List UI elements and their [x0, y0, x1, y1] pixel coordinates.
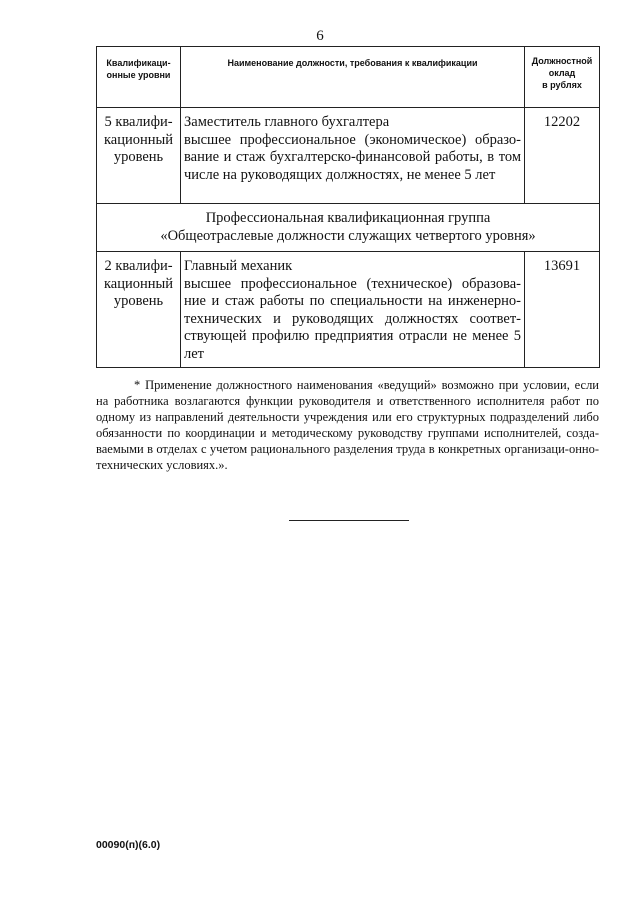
level-text: 5 квалифи- кационный уровень [103, 114, 174, 165]
salary-value: 12202 [543, 114, 581, 130]
position-requirements: высшее профессиональное (техническое) образова-ние и стаж работы по специальности на инженерно-технических и руководящих должностях соответ-ствующей профилю предприятия отрасли не менее 5 лет [184, 275, 521, 362]
header-position-requirements [181, 47, 525, 108]
group-row [97, 204, 600, 252]
header-position-text: Наименование должности, требования к квалификации [227, 58, 478, 68]
level-cell [97, 252, 181, 368]
group-heading-cell [97, 204, 600, 252]
table-row [97, 252, 600, 368]
position-title: Главный механик [184, 258, 293, 274]
header-level-text: Квалификаци- онные уровни [106, 58, 171, 80]
header-qualification-levels [97, 47, 181, 108]
page-number: 6 [316, 28, 324, 44]
level-text: 2 квалифи- кационный уровень [103, 258, 174, 309]
table-row [97, 108, 600, 204]
table-header-row [97, 47, 600, 108]
salary-cell [525, 108, 600, 204]
position-cell [181, 252, 525, 368]
position-cell [181, 108, 525, 204]
salary-value: 13691 [543, 258, 581, 274]
footnote: * Применение должностного наименования «ведущий» возможно при условии, если на работника возлагаются функции руководителя и ответственного исполнителя работ по одному из направлений деятельности учреждения или его структурных подразделений либо обязанности по координации и методическому руководству группами исполнителей, созда-ваемыми в отделах с учетом рационального разделения труда в конкретных организаци-онно-технических условиях.». [96, 378, 599, 472]
end-divider-line [289, 520, 409, 521]
position-requirements: высшее профессиональное (экономическое) образо-вание и стаж бухгалтерско-финансовой работы, в том числе на руководящих должностях, не менее 5 лет [184, 131, 521, 183]
position-title: Заместитель главного бухгалтера [184, 114, 390, 130]
header-salary [525, 47, 600, 108]
group-heading-line2: «Общеотраслевые должности служащих четвертого уровня» [160, 227, 536, 244]
header-salary-text: Должностной оклад в рублях [531, 56, 593, 90]
salary-cell [525, 252, 600, 368]
document-code: 00090(п)(6.0) [96, 839, 161, 851]
level-cell [97, 108, 181, 204]
qualification-table [96, 46, 600, 368]
group-heading-line1: Профессиональная квалификационная группа [205, 210, 491, 226]
